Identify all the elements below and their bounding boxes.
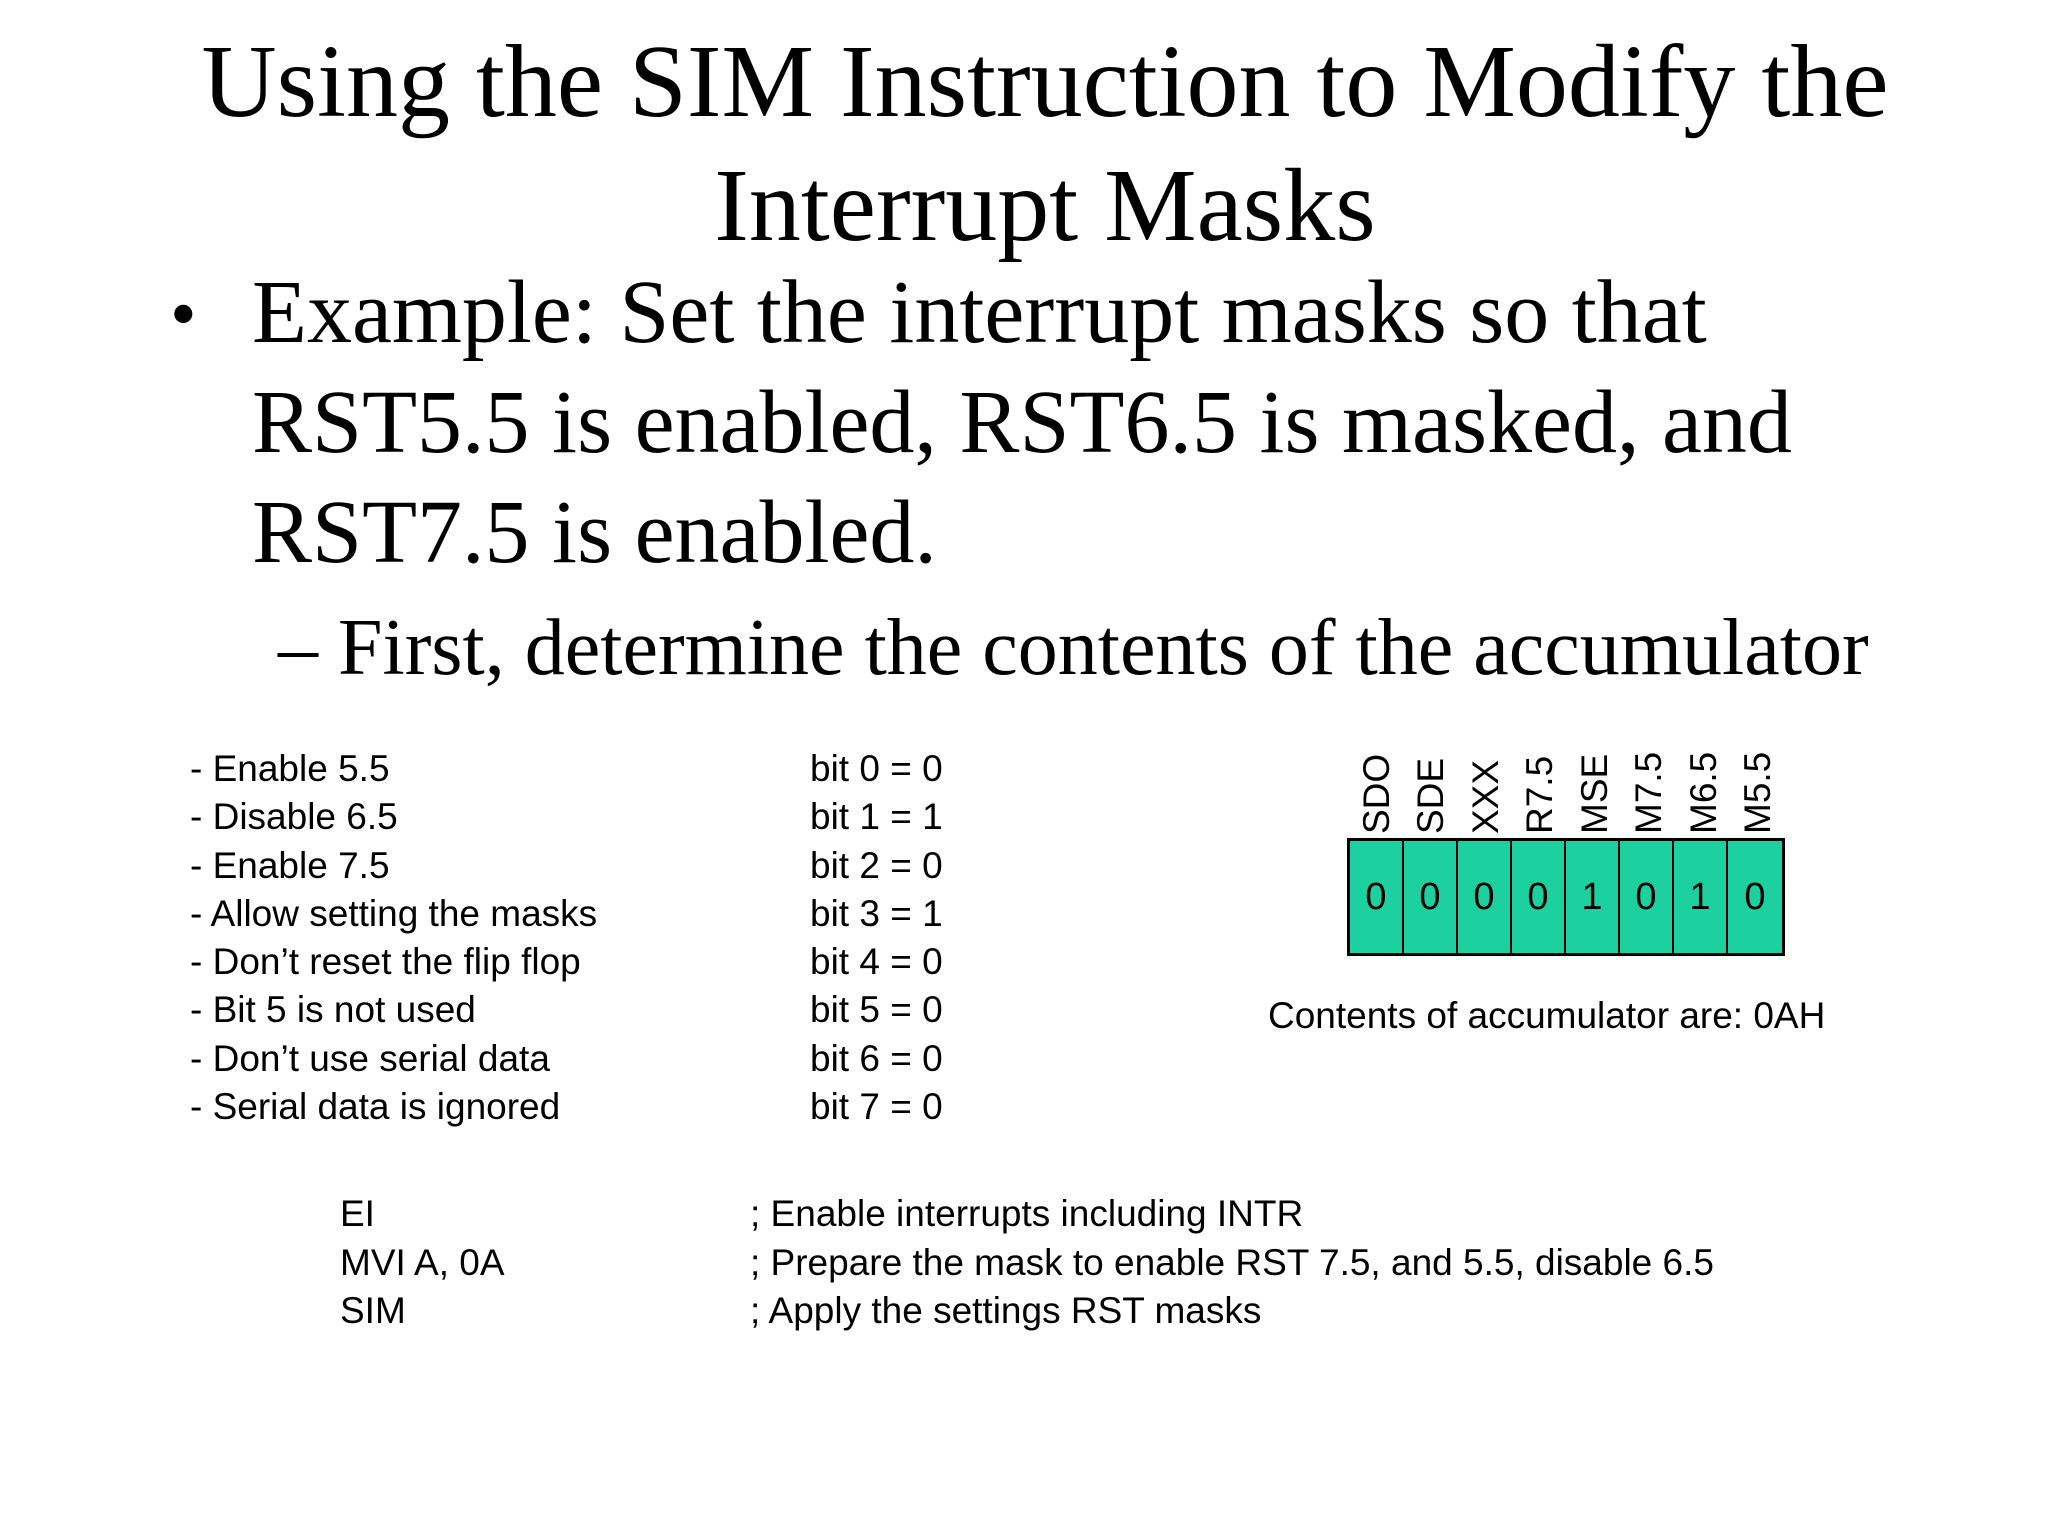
steps-list — [190, 745, 597, 1131]
bit-item: bit 7 = 0 — [810, 1086, 943, 1128]
register-bit-cell: 0 — [1620, 841, 1674, 953]
register-bit-cell: 1 — [1566, 841, 1620, 953]
step-item: - Don’t use serial data — [190, 1037, 550, 1079]
sub-bullet: – First, determine the contents of the accumulator — [278, 604, 1869, 692]
bit-item: bit 1 = 1 — [810, 796, 943, 838]
register-labels — [1347, 738, 1797, 838]
code-comments — [750, 1190, 1714, 1336]
register-bit-cell: 0 — [1350, 841, 1404, 953]
code-comment: ; Enable interrupts including INTR — [750, 1193, 1304, 1234]
title-line-1: Using the SIM Instruction to Modify the — [201, 24, 1889, 139]
bullet-text — [252, 258, 1952, 588]
register-bit-cell: 0 — [1512, 841, 1566, 953]
code-line: MVI A, 0A — [340, 1241, 505, 1283]
bit-item: bit 2 = 0 — [810, 844, 943, 886]
code-comment: ; Prepare the mask to enable RST 7.5, and 5.5, disable 6.5 — [750, 1241, 1714, 1283]
register-label: M7.5 — [1628, 751, 1669, 834]
step-item: - Enable 7.5 — [190, 844, 390, 886]
register-label: R7.5 — [1519, 755, 1560, 834]
register-label: M5.5 — [1737, 751, 1778, 834]
title-line-2: Interrupt Masks — [714, 148, 1376, 263]
bullet-line: RST7.5 is enabled. — [252, 483, 937, 582]
register-label: M6.5 — [1683, 751, 1724, 834]
code-line: SIM — [340, 1290, 406, 1331]
code-instructions — [340, 1190, 505, 1336]
step-item: - Allow setting the masks — [190, 892, 598, 934]
bits-list — [810, 745, 943, 1131]
code-line: EI — [340, 1193, 375, 1234]
register-bit-cell: 0 — [1458, 841, 1512, 953]
register-label: SDE — [1410, 757, 1451, 834]
accumulator-register — [1347, 738, 1797, 918]
register-bit-cell: 0 — [1404, 841, 1458, 953]
bit-item: bit 0 = 0 — [810, 748, 943, 789]
bit-item: bit 6 = 0 — [810, 1037, 943, 1079]
step-item: - Disable 6.5 — [190, 796, 398, 838]
slide-title — [100, 20, 1990, 268]
bullet-marker: • — [170, 272, 197, 356]
register-bit-cell: 1 — [1674, 841, 1728, 953]
bullet-line: Example: Set the interrupt masks so that — [252, 263, 1707, 362]
bullet-line: RST5.5 is enabled, RST6.5 is masked, and — [252, 373, 1792, 472]
register-cells — [1347, 838, 1785, 956]
register-label: SDO — [1356, 753, 1397, 834]
bit-item: bit 4 = 0 — [810, 941, 943, 983]
step-item: - Bit 5 is not used — [190, 989, 476, 1031]
step-item: - Serial data is ignored — [190, 1086, 561, 1128]
code-comment: ; Apply the settings RST masks — [750, 1290, 1262, 1331]
register-label: MSE — [1574, 753, 1615, 834]
accumulator-result: Contents of accumulator are: 0AH — [1268, 995, 1826, 1036]
register-bit-cell: 0 — [1728, 841, 1782, 953]
bit-item: bit 3 = 1 — [810, 892, 943, 934]
bit-item: bit 5 = 0 — [810, 989, 943, 1031]
step-item: - Enable 5.5 — [190, 748, 390, 789]
register-label: XXX — [1465, 759, 1506, 834]
step-item: - Don’t reset the flip flop — [190, 941, 581, 983]
